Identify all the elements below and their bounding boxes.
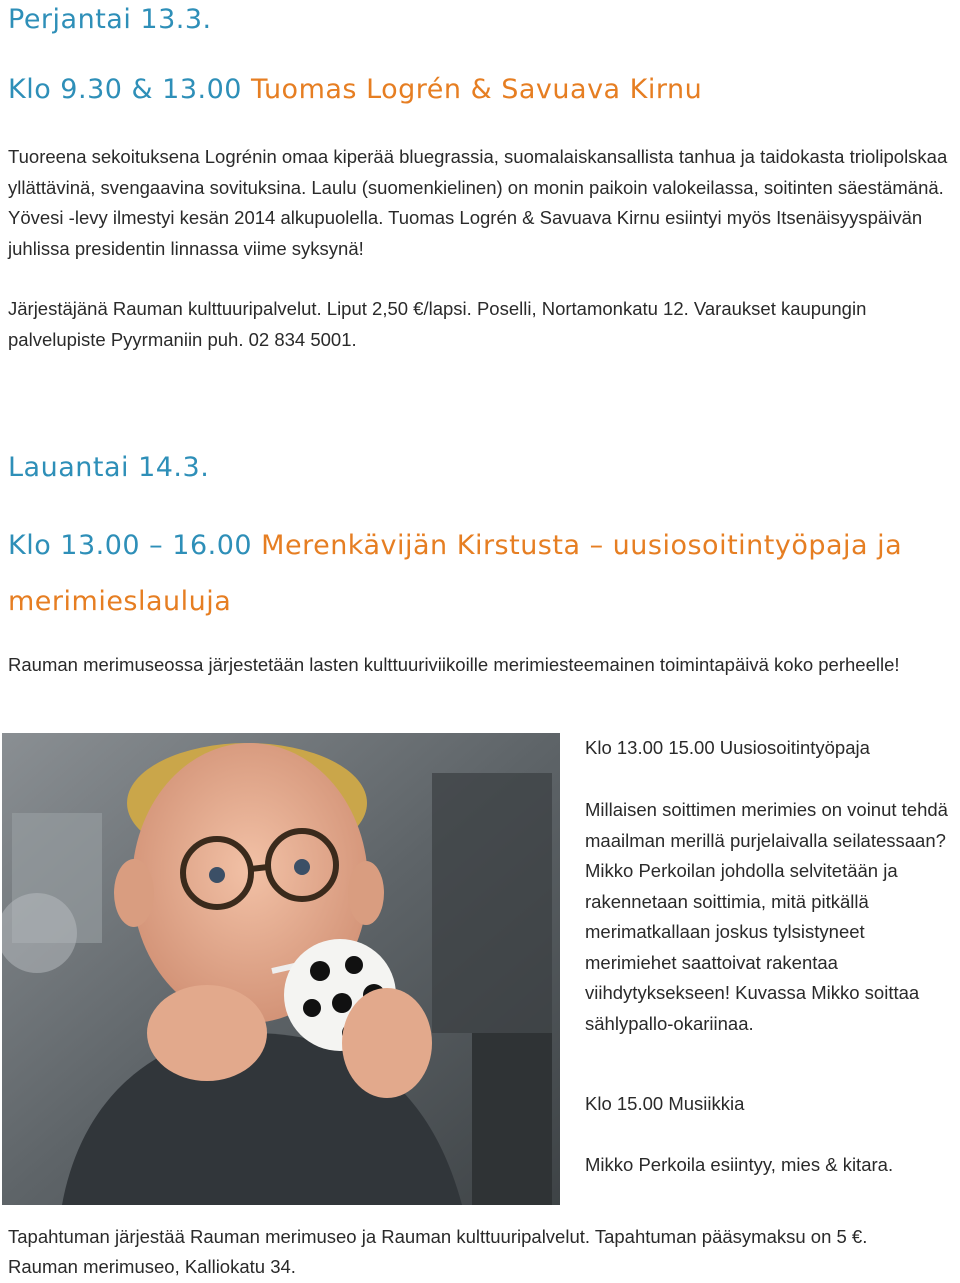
friday-event-heading [8, 62, 938, 118]
friday-info: Järjestäjänä Rauman kulttuuripalvelut. Liput 2,50 €/lapsi. Poselli, Nortamonkatu 12. Varaukset kaupungin palvelupiste Pyyrmaniin puh. 02 834 5001. [8, 298, 867, 350]
saturday-event-heading [8, 518, 938, 630]
saturday-event-name: Merenkävijän Kirstusta – uusiosoitintyöpaja ja merimieslauluja [8, 530, 903, 617]
saturday-intro: Rauman merimuseossa järjestetään lasten kulttuuriviikoille merimiesteemainen toimintapäivä koko perheelle! [8, 654, 900, 675]
music-description: Mikko Perkoila esiintyy, mies & kitara. [585, 1154, 894, 1175]
friday-description: Tuoreena sekoituksena Logrénin omaa kiperää bluegrassia, suomalaiskansallista tanhua ja taidokasta triolipolskaa yllättävinä, svengaavina sovituksina. Laulu (suomenkielinen) on monin paikoin valokeilassa, soitinten säestämänä. Yövesi -levy ilmestyi kesän 2014 alkupuolella. Tuomas Logrén & Savuava Kirnu esiintyi myös Itsenäisyyspäivän juhlissa presidentin linnassa viime syksynä! [8, 146, 948, 259]
saturday-day-title: Lauantai 14.3. [8, 452, 210, 483]
footer-organizer: Tapahtuman järjestää Rauman merimuseo ja Rauman kulttuuripalvelut. Tapahtuman pääsymaksu on 5 €. [8, 1226, 868, 1247]
photo-illustration [2, 733, 560, 1205]
music-time: Klo 15.00 Musiikkia [585, 1093, 745, 1114]
footer-address: Rauman merimuseo, Kalliokatu 34. [8, 1256, 296, 1277]
friday-event-name: Tuomas Logrén & Savuava Kirnu [251, 74, 703, 105]
saturday-event-time: Klo 13.00 – 16.00 [8, 530, 253, 561]
friday-day-title: Perjantai 13.3. [8, 4, 212, 35]
workshop-time: Klo 13.00 15.00 Uusiosoitintyöpaja [585, 737, 870, 758]
event-photo [2, 733, 560, 1205]
workshop-description: Millaisen soittimen merimies on voinut tehdä maailman merillä purjelaivalla seilatessaan? Mikko Perkoilan johdolla selvitetään ja rakennetaan soittimia, mitä pitkällä merimatkallaan joskus tylsistyneet merimiehet saattoivat rakentaa viihdytyksekseen! Kuvassa Mikko soittaa sählypallo-okariinaa. [585, 799, 948, 1034]
friday-event-time: Klo 9.30 & 13.00 [8, 74, 242, 105]
